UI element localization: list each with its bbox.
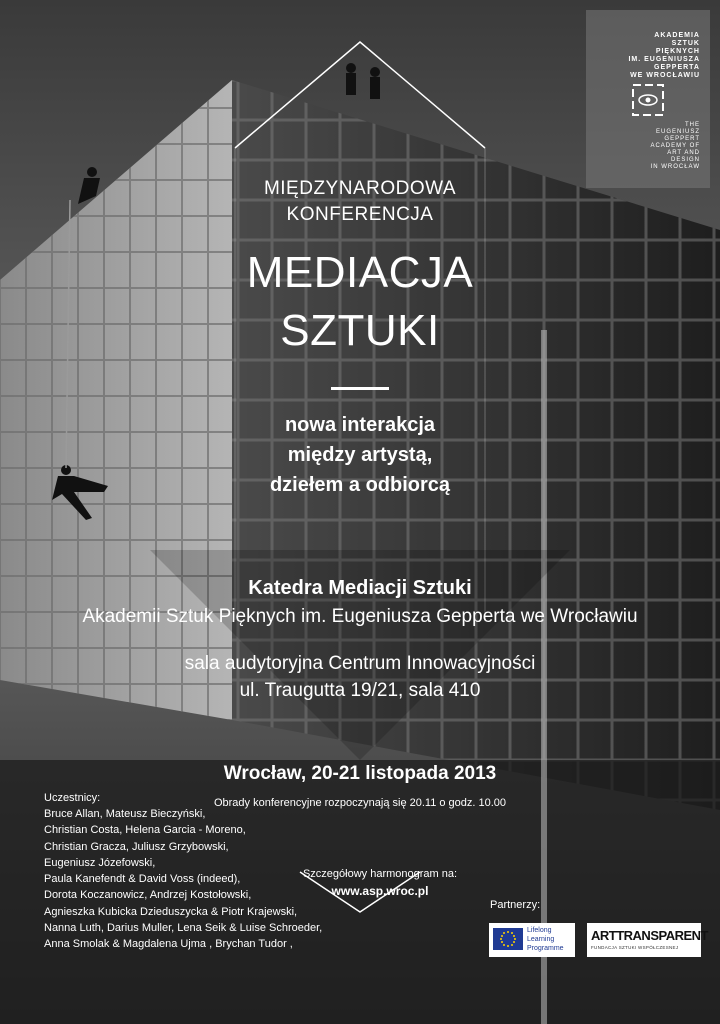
title-divider bbox=[331, 387, 389, 390]
academy-logo bbox=[586, 10, 710, 188]
participant-line: Agnieszka Kubicka Dzieduszycka & Piotr Krajewski, bbox=[44, 905, 298, 918]
title-line-conference: KONFERENCJA bbox=[286, 204, 434, 225]
arttransparent-logo bbox=[587, 923, 708, 957]
venue-address: ul. Traugutta 19/21, sala 410 bbox=[239, 680, 481, 701]
arttransparent-subtitle: FUNDACJA SZTUKI WSPÓŁCZESNEJ bbox=[591, 945, 679, 950]
subtitle bbox=[200, 410, 520, 500]
subtitle-line2: między artystą, bbox=[287, 444, 433, 466]
participants-label: Uczestnicy: bbox=[44, 792, 101, 804]
title-kicker bbox=[160, 176, 560, 228]
arttransparent-name: ARTTRANSPARENT bbox=[591, 928, 708, 943]
participant-line: Paula Kanefendt & David Voss (indeed), bbox=[44, 873, 241, 886]
participant-line: Anna Smolak & Magdalena Ujma , Brychan Tudor , bbox=[44, 938, 293, 951]
organizer-department: Katedra Mediacji Sztuki bbox=[248, 577, 472, 599]
event-dates: Wrocław, 20-21 listopada 2013 bbox=[223, 763, 497, 784]
participants-list bbox=[44, 806, 323, 953]
participant-line: Eugeniusz Józefowski, bbox=[44, 856, 156, 869]
title-line-international: MIĘDZYNARODOWA bbox=[263, 178, 457, 199]
schedule-url-link[interactable]: www.asp.wroc.pl bbox=[331, 884, 429, 898]
participant-line: Nanna Luth, Darius Muller, Lena Seik & Luise Schroeder, bbox=[44, 922, 323, 935]
subtitle-line3: dziełem a odbiorcą bbox=[269, 474, 451, 496]
subtitle-line1: nowa interakcja bbox=[284, 414, 436, 436]
title-main-line1: MEDIACJA bbox=[246, 248, 474, 297]
participant-line: Bruce Allan, Mateusz Bieczyński, bbox=[44, 808, 206, 820]
lifelong-learning-logo bbox=[489, 923, 575, 957]
title-main-line2: SZTUKI bbox=[280, 306, 440, 355]
participant-line: Christian Gracza, Juliusz Grzybowski, bbox=[44, 840, 229, 853]
participant-line: Dorota Koczanowicz, Andrzej Kostołowski, bbox=[44, 889, 252, 902]
academy-name-en: THE EUGENIUSZ GEPPERT ACADEMY OF ART AND DESIGN IN WROCŁAW bbox=[650, 122, 700, 170]
academy-name-pl: AKADEMIA SZTUK PIĘKNYCH IM. EUGENIUSZA GEPPERTA WE WROCŁAWIU bbox=[628, 32, 700, 79]
venue-hall: sala audytoryjna Centrum Innowacyjności bbox=[184, 653, 536, 674]
participant-line: Christian Costa, Helena Garcia - Moreno, bbox=[44, 824, 246, 837]
organizer-academy: Akademii Sztuk Pięknych im. Eugeniusza Gepperta we Wrocławiu bbox=[82, 606, 638, 627]
schedule-label: Szczegółowy harmonogram na: bbox=[302, 868, 458, 880]
title-main bbox=[160, 244, 560, 360]
partners-label: Partnerzy: bbox=[490, 899, 541, 911]
llp-name: Lifelong Learning Programme bbox=[527, 927, 564, 952]
eu-flag-icon bbox=[493, 928, 523, 950]
event-start-time: Obrady konferencyjne rozpoczynają się 20.11 o godz. 10.00 bbox=[213, 797, 507, 809]
eye-emblem-icon bbox=[630, 82, 666, 118]
